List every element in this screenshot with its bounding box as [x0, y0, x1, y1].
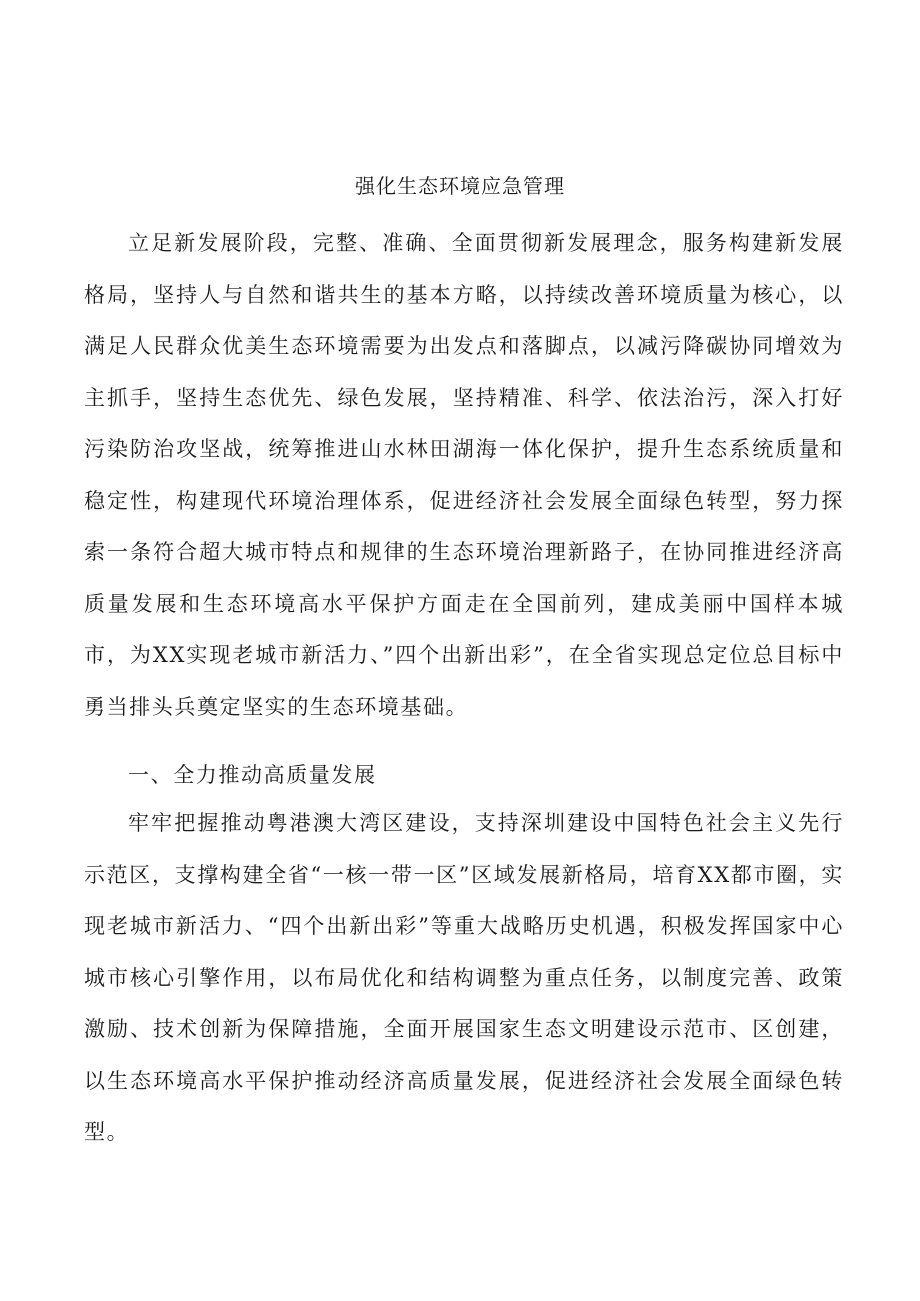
intro-paragraph: 立足新发展阶段，完整、准确、全面贯彻新发展理念，服务构建新发展格局，坚持人与自然和谐共生的基本方略，以持续改善环境质量为核心，以满足人民群众优美生态环境需要为出发点和落脚点，以减污降碳协同增效为主抓手，坚持生态优先、绿色发展，坚持精准、科学、依法治污，深入打好污染防治攻坚战，统筹推进山水林田湖海一体化保护，提升生态系统质量和稳定性，构建现代环境治理体系，促进经济社会发展全面绿色转型，努力探索一条符合超大城市特点和规律的生态环境治理新路子，在协同推进经济高质量发展和生态环境高水平保护方面走在全国前列，建成美丽中国样本城市，为XX实现老城市新活力、”四个出新出彩”，在全省实现总定位总目标中勇当排头兵奠定坚实的生态环境基础。	[84, 231, 844, 719]
section-paragraph: 牢牢把握推动粤港澳大湾区建设，支持深圳建设中国特色社会主义先行示范区，支撑构建全省“一核一带一区”区域发展新格局，培育XX都市圈，实现老城市新活力、“四个出新出彩”等重大战略历史机遇，积极发挥国家中心城市核心引擎作用，以布局优化和结构调整为重点任务，以制度完善、政策激励、技术创新为保障措施，全面开展国家生态文明建设示范市、区创建，以生态环境高水平保护推动经济高质量发展，促进经济社会发展全面绿色转型。	[84, 811, 844, 1144]
document-title: 强化生态环境应急管理	[355, 174, 565, 198]
section-heading: 一、全力推动高质量发展	[128, 763, 377, 787]
